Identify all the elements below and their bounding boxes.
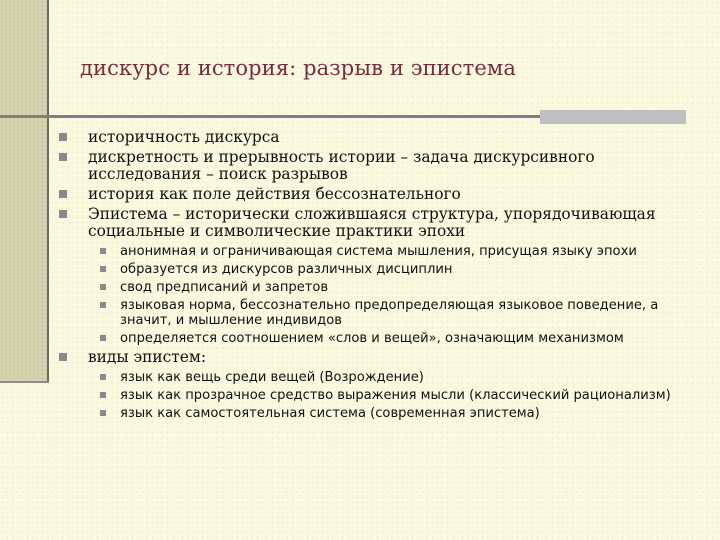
square-bullet-icon <box>100 284 106 290</box>
bullet-text: история как поле действия бессознательного <box>88 185 461 203</box>
sub-bullet-item <box>88 370 708 385</box>
sub-bullet-text: свод предписаний и запретов <box>120 280 329 295</box>
square-bullet-icon <box>59 353 67 361</box>
slide-title: дискурс и история: разрыв и эпистема <box>80 56 516 80</box>
bullet-item <box>0 186 720 203</box>
bullet-text: виды эпистем: <box>88 348 207 366</box>
sub-bullet-text: язык как вещь среди вещей (Возрождение) <box>120 370 424 385</box>
sub-bullet-item <box>88 298 708 328</box>
sub-bullet-item <box>88 388 708 403</box>
bullet-item <box>0 349 720 421</box>
bullet-text: историчность дискурса <box>88 128 280 146</box>
sub-bullet-item <box>88 406 708 421</box>
square-bullet-icon <box>100 374 106 380</box>
sub-bullet-item <box>88 280 708 295</box>
square-bullet-icon <box>100 266 106 272</box>
bullet-text: Эпистема – исторически сложившаяся структура, упорядочивающая социальные и символические практики эпохи <box>88 205 656 240</box>
square-bullet-icon <box>100 410 106 416</box>
square-bullet-icon <box>100 248 106 254</box>
sub-bullet-text: анонимная и ограничивающая система мышления, присущая языку эпохи <box>120 244 637 259</box>
sub-bullet-item <box>88 331 708 346</box>
sub-bullet-text: определяется соотношением «слов и вещей», означающим механизмом <box>120 331 624 346</box>
title-divider-accent <box>540 110 686 124</box>
sub-bullet-text: образуется из дискурсов различных дисциплин <box>120 262 453 277</box>
square-bullet-icon <box>100 335 106 341</box>
sub-bullet-item <box>88 262 708 277</box>
square-bullet-icon <box>59 210 67 218</box>
sub-bullet-item <box>88 244 708 259</box>
bullet-text: дискретность и прерывность истории – задача дискурсивного исследования – поиск разрывов <box>88 148 595 183</box>
bullet-item <box>0 129 720 146</box>
sub-bullet-text: язык как прозрачное средство выражения мысли (классический рационализм) <box>120 388 671 403</box>
square-bullet-icon <box>100 302 106 308</box>
sub-bullet-text: язык как самостоятельная система (современная эпистема) <box>120 406 540 421</box>
square-bullet-icon <box>100 392 106 398</box>
square-bullet-icon <box>59 190 67 198</box>
square-bullet-icon <box>59 133 67 141</box>
sub-bullet-list <box>88 244 708 346</box>
square-bullet-icon <box>59 153 67 161</box>
sub-bullet-text: языковая норма, бессознательно предопределяющая языковое поведение, а значит, и мышление индивидов <box>120 298 659 328</box>
slide-content <box>0 129 720 424</box>
sub-bullet-list <box>88 370 708 421</box>
bullet-item <box>0 149 720 183</box>
bullet-item <box>0 206 720 346</box>
bullet-list <box>0 129 720 421</box>
